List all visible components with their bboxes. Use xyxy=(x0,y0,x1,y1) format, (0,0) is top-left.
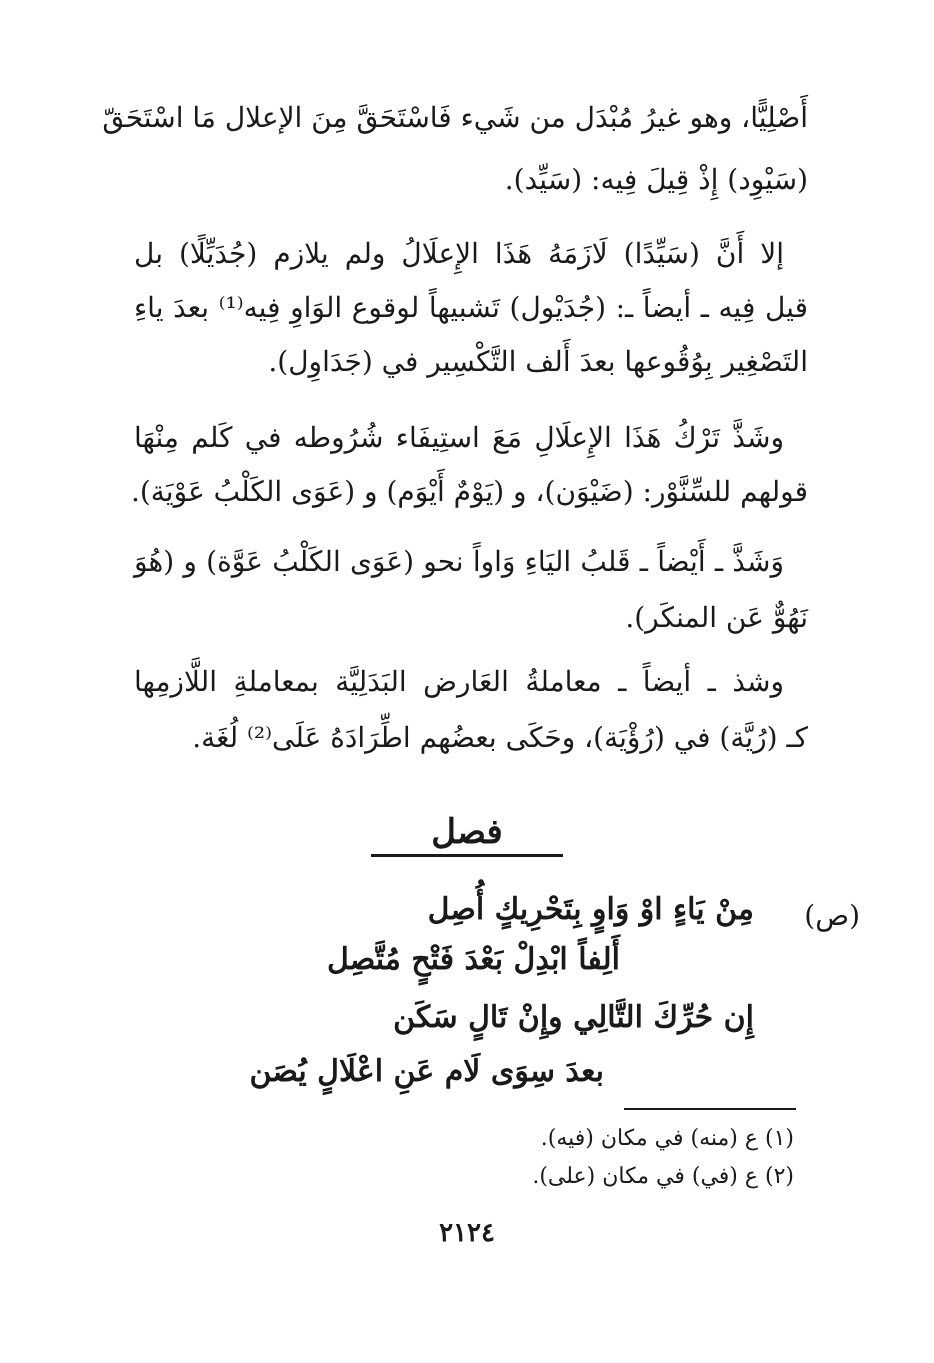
body-line-6: وشَذَّ تَرْكُ هَذَا الإِعلَالِ مَعَ استِيفَاء شُرُوطه في كَلم مِنْهَا xyxy=(134,421,784,454)
footnote-2: (٢) ع (في) في مكان (على). xyxy=(532,1164,794,1189)
section-heading xyxy=(0,812,934,857)
body-line-5: التَصْغِير بِوُقُوعها بعدَ أَلف التَّكْسِير في (جَدَاوِل). xyxy=(268,345,808,378)
footnote-1: (١) ع (منه) في مكان (فيه). xyxy=(540,1126,794,1151)
body-line-8: وَشَذَّ ـ أَيْضاً ـ قَلبُ اليَاءِ وَاواً نحو (عَوَى الكَلْبُ عَوَّة) و (هُوَ xyxy=(134,545,784,578)
section-heading-text: فصل xyxy=(371,812,563,857)
verse-line-2: أَلِفاً ابْدِلْ بَعْدَ فَتْحٍ مُتَّصِل xyxy=(327,942,620,977)
body-line-3: إلا أَنَّ (سَيِّدًا) لَازَمَهُ هَذَا الإِعلَالُ ولم يلازم (جُدَيِّلًا) بل xyxy=(134,237,784,270)
footnote-divider xyxy=(624,1108,796,1110)
verse-line-1: مِنْ يَاءٍ اوْ وَاوٍ بِتَحْرِيكٍ أُصِل xyxy=(427,892,754,927)
body-line-4: قيل فِيه ـ أيضاً ـ: (جُدَيْول) تَشبيهاً لوقوع الوَاوِ فِيه⁽¹⁾ بعدَ ياءِ xyxy=(134,291,808,324)
verse-line-4: بعدَ سِوَى لَام عَنِ اعْلَالٍ يُصَن xyxy=(249,1054,604,1089)
body-line-7: قولهم للسِّنَّوْر: (ضَيْوَن)، و (يَوْمٌ أَيْوَم) و (عَوَى الكَلْبُ عَوْيَة). xyxy=(130,475,808,508)
body-line-2: (سَيْوِد) إِذْ قِيلَ فِيه: (سَيِّد). xyxy=(504,163,808,196)
verse-marker: (ص) xyxy=(804,899,860,932)
body-line-9: نَهُوٌّ عَن المنكَر). xyxy=(625,601,808,634)
page-number: ٢١٢٤ xyxy=(439,1218,495,1248)
body-line-11: كـ (رُيَّة) في (رُؤْيَة)، وحَكَى بعضُهم اطِّرَادَهُ عَلَى⁽²⁾ لُغَة. xyxy=(192,721,808,754)
body-line-10: وشذ ـ أيضاً ـ معاملةُ العَارض البَدَلِيَّة بمعاملةِ اللَّازمِها xyxy=(134,665,784,698)
verse-line-3: إِن حُرِّكَ التَّالِي وإِنْ تَالٍ سَكَن xyxy=(393,1000,754,1035)
body-line-1: أَصْلِيًّا، وهو غيرُ مُبْدَل من شَيء فَاسْتَحَقَّ مِنَ الإعلال مَا اسْتَحَقّ xyxy=(102,101,808,134)
